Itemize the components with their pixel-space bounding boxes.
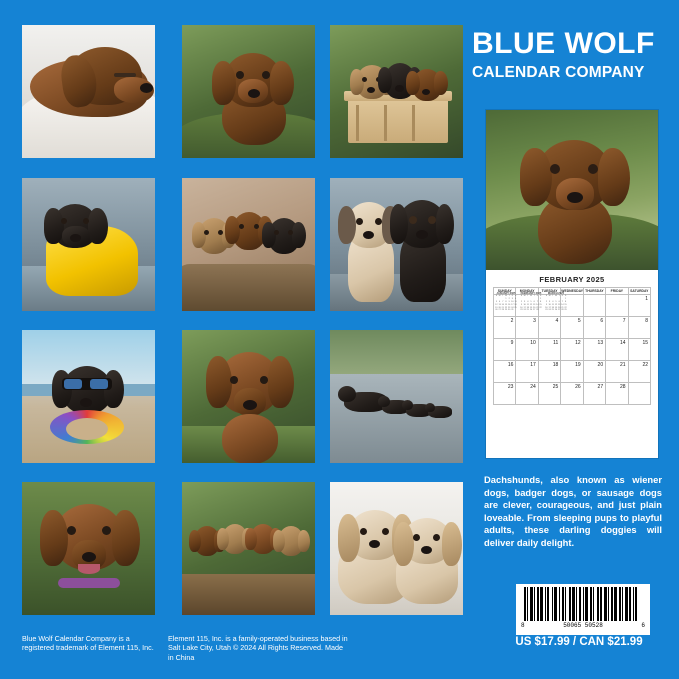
calendar-day-cell: 20	[583, 361, 605, 383]
photo-r2c2	[182, 178, 315, 311]
photo-r4c3	[330, 482, 463, 615]
calendar-day-cell: 13	[583, 339, 605, 361]
calendar-day-cell: 3	[516, 317, 538, 339]
mini-month-title: MARCH 2025	[547, 292, 565, 295]
mini-month-title: FEBRUARY 2025	[520, 292, 542, 295]
photo-r4c2	[182, 482, 315, 615]
calendar-day-cell: 24	[516, 383, 538, 405]
calendar-weekday: FRIDAY	[606, 288, 628, 295]
calendar-day-cell: 16	[494, 361, 516, 383]
calendar-day-cell: 19	[561, 361, 583, 383]
mini-month	[545, 292, 567, 312]
calendar-day-cell: 15	[628, 339, 650, 361]
photo-r2c1	[22, 178, 155, 311]
calendar-month-sheet	[486, 270, 658, 458]
price-label: US $17.99 / CAN $21.99	[515, 636, 643, 648]
photo-cover	[486, 110, 658, 270]
calendar-day-cell	[606, 295, 628, 317]
barcode-digit-left: 8	[521, 622, 525, 629]
calendar-day-cell: 5	[561, 317, 583, 339]
calendar-weekday: WEDNESDAY	[561, 289, 583, 293]
brand-name-line2: CALENDAR COMPANY	[472, 63, 645, 81]
mini-month-strip	[495, 292, 567, 312]
calendar-day-cell: 25	[538, 383, 560, 405]
photo-r1c2	[182, 25, 315, 158]
barcode-digits	[520, 622, 646, 629]
mini-month-title: JANUARY 2025	[496, 292, 516, 295]
calendar-day-cell: 10	[516, 339, 538, 361]
calendar-weekday: SUNDAY	[494, 288, 516, 295]
calendar-week-row	[494, 383, 651, 405]
calendar-day-cell	[628, 383, 650, 405]
brand-block	[472, 28, 668, 82]
calendar-day-cell: 17	[516, 361, 538, 383]
barcode-digit-main: 50065 50528	[563, 622, 603, 629]
calendar-day-cell: 18	[538, 361, 560, 383]
product-description: Dachshunds, also known as wiener dogs, badger dogs, or sausage dogs are clever, courageous, and just plain loveable. From sleeping pups to playful adults, these darling doggies will deliver daily delight.	[484, 474, 662, 548]
calendar-day-cell: 6	[583, 317, 605, 339]
photo-r1c1	[22, 25, 155, 158]
photo-r4c1	[22, 482, 155, 615]
photo-r3c1	[22, 330, 155, 463]
mini-month	[520, 292, 542, 312]
calendar-day-cell: 1	[628, 295, 650, 317]
photo-r3c3	[330, 330, 463, 463]
calendar-day-cell: 8	[628, 317, 650, 339]
calendar-day-cell: 14	[606, 339, 628, 361]
calendar-day-cell: 12	[561, 339, 583, 361]
calendar-week-row	[494, 317, 651, 339]
calendar-preview	[486, 110, 658, 458]
calendar-weekday: MONDAY	[516, 288, 538, 295]
mini-month-grid: S M T W T F S 1 2 3 4 5 6 7 8 9 10 11 12 13 14 15 16 17 18 19 20 21 22 23 24 25 26 27 28	[520, 295, 542, 312]
calendar-day-cell: 27	[583, 383, 605, 405]
photo-r1c3	[330, 25, 463, 158]
calendar-day-cell: 9	[494, 339, 516, 361]
calendar-weekday: SATURDAY	[628, 288, 650, 295]
calendar-day-cell	[583, 295, 605, 317]
calendar-weekday: THURSDAY	[585, 289, 604, 293]
photo-r3c2	[182, 330, 315, 463]
calendar-week-row	[494, 339, 651, 361]
calendar-day-cell: 28	[606, 383, 628, 405]
trademark-notice: Blue Wolf Calendar Company is a registered trademark of Element 115, Inc.	[22, 634, 154, 653]
calendar-day-cell: 21	[606, 361, 628, 383]
calendar-day-cell: 4	[538, 317, 560, 339]
company-notice: Element 115, Inc. is a family-operated business based in Salt Lake City, Utah © 2024 All Rights Reserved. Made in China	[168, 634, 348, 662]
calendar-day-cell: 22	[628, 361, 650, 383]
mini-month	[495, 292, 517, 312]
calendar-day-cell: 11	[538, 339, 560, 361]
calendar-weekday: TUESDAY	[538, 288, 560, 295]
barcode	[516, 584, 650, 635]
calendar-day-cell: 23	[494, 383, 516, 405]
barcode-bars	[524, 587, 642, 621]
barcode-digit-right: 6	[641, 622, 645, 629]
brand-name-line1: BLUE WOLF	[472, 27, 655, 60]
photo-r2c3	[330, 178, 463, 311]
calendar-day-cell: 2	[494, 317, 516, 339]
calendar-month-label: FEBRUARY 2025	[539, 275, 605, 284]
calendar-week-row	[494, 361, 651, 383]
calendar-day-cell: 26	[561, 383, 583, 405]
mini-month-grid: S M T W T F S 1 2 3 4 5 6 7 8 9 10 11 12 13 14 15 16 17 18 19 20 21 22 23 24 25 26 27 28 29 30 31	[495, 295, 517, 312]
mini-month-grid: S M T W T F S 1 2 3 4 5 6 7 8 9 10 11 12 13 14 15 16 17 18 19 20 21 22 23 24 25 26 27 28 29	[545, 295, 567, 312]
calendar-day-cell: 7	[606, 317, 628, 339]
